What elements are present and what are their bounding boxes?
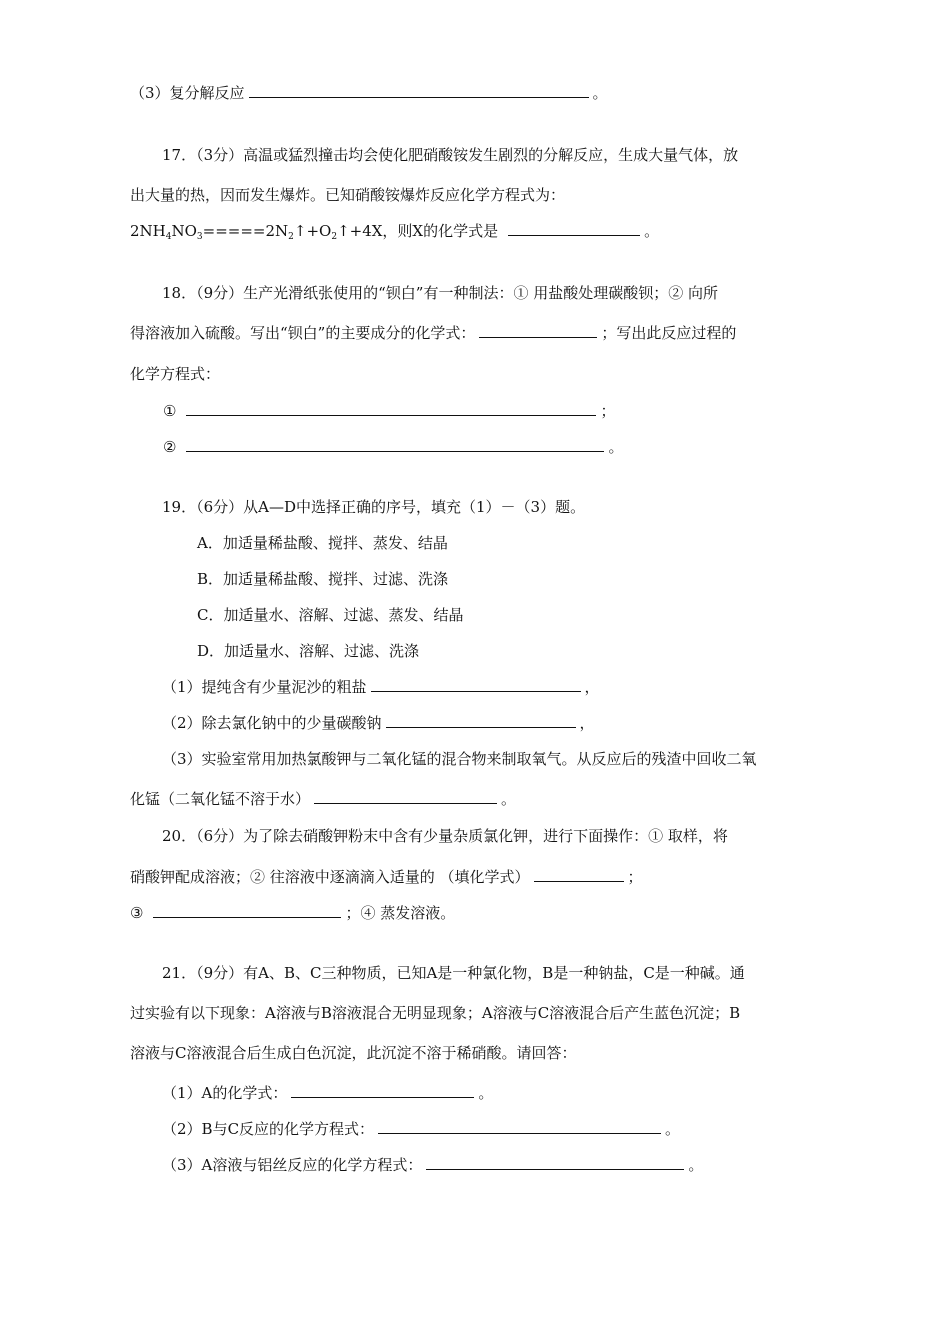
q20-line2: 硝酸钾配成溶液；② 往溶液中逐滴滴入适量的 （填化学式） ； (130, 868, 643, 886)
q19-part1: （1）提纯含有少量泥沙的粗盐 ， (162, 678, 600, 696)
answer-blank[interactable] (291, 1083, 474, 1098)
answer-blank[interactable] (153, 903, 341, 918)
q20-line1: 20．（6分）为了除去硝酸钾粉末中含有少量杂质氯化钾，进行下面操作：① 取样，将 (162, 827, 728, 845)
q19-part3-line1: （3）实验室常用加热氯酸钾与二氧化锰的混合物来制取氧气。从反应后的残渣中回收二氧 (162, 750, 757, 768)
q19-stem: 19．（6分）从A—D中选择正确的序号，填充（1）－（3）题。 (162, 498, 586, 516)
q19-part3-line2: 化锰（二氧化锰不溶于水） 。 (130, 790, 517, 808)
answer-blank[interactable] (186, 437, 604, 452)
q21-part2: （2）B与C反应的化学方程式： 。 (162, 1120, 681, 1138)
answer-blank[interactable] (386, 713, 576, 728)
answer-blank[interactable] (534, 867, 624, 882)
q21-line3: 溶液与C溶液混合后生成白色沉淀，此沉淀不溶于稀硝酸。请回答： (130, 1044, 577, 1062)
answer-blank[interactable] (378, 1119, 661, 1134)
answer-blank[interactable] (371, 677, 581, 692)
answer-blank[interactable] (426, 1155, 684, 1170)
q17-line2: 出大量的热，因而发生爆炸。已知硝酸铵爆炸反应化学方程式为： (130, 186, 566, 204)
q16-part3: （3）复分解反应 。 (130, 84, 608, 102)
q18-line2: 得溶液加入硫酸。写出“钡白”的主要成分的化学式： ；写出此反应过程的 (130, 324, 737, 342)
answer-blank[interactable] (249, 83, 589, 98)
q18-line1: 18．（9分）生产光滑纸张使用的“钡白”有一种制法：① 用盐酸处理碳酸钡；② 向所 (162, 284, 719, 302)
q18-item2: ② 。 (163, 438, 624, 456)
q19-part2: （2）除去氯化钠中的少量碳酸钠 ， (162, 714, 595, 732)
answer-blank[interactable] (508, 221, 640, 236)
answer-blank[interactable] (314, 789, 497, 804)
answer-blank[interactable] (479, 323, 597, 338)
q19-option-b: B．加适量稀盐酸、搅拌、过滤、洗涤 (197, 570, 449, 588)
q19-option-d: D．加适量水、溶解、过滤、洗涤 (197, 642, 420, 660)
q21-part1: （1）A的化学式： 。 (162, 1084, 494, 1102)
q21-line1: 21．（9分）有A、B、C三种物质，已知A是一种氯化物，B是一种钠盐，C是一种碱。通 (162, 964, 745, 982)
q21-part3: （3）A溶液与铝丝反应的化学方程式： 。 (162, 1156, 704, 1174)
answer-blank[interactable] (186, 401, 596, 416)
q17-equation: $2NH_4NO_3=====2N_2↑+O_2↑+4X$，则X的化学式是 。 (130, 222, 660, 242)
q20-line3: ③ ；④ 蒸发溶液。 (130, 904, 456, 922)
q18-item1: ① ； (163, 402, 616, 420)
q18-line3: 化学方程式： (130, 365, 221, 383)
q19-option-a: A．加适量稀盐酸、搅拌、蒸发、结晶 (197, 534, 448, 552)
q17-line1: 17．（3分）高温或猛烈撞击均会使化肥硝酸铵发生剧烈的分解反应，生成大量气体，放 (162, 146, 739, 164)
q21-line2: 过实验有以下现象：A溶液与B溶液混合无明显现象；A溶液与C溶液混合后产生蓝色沉淀；B (130, 1004, 741, 1022)
q19-option-c: C．加适量水、溶解、过滤、蒸发、结晶 (197, 606, 464, 624)
